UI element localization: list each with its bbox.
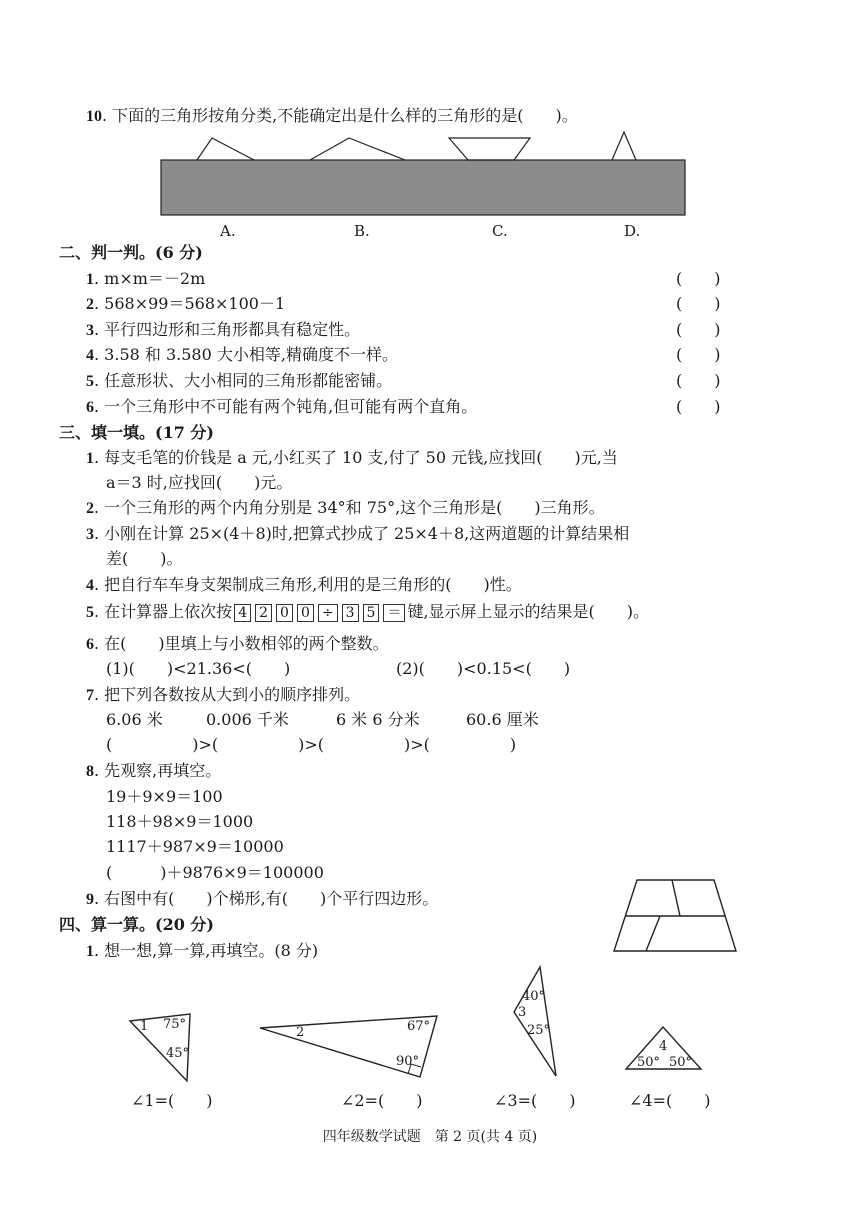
s3-q5: 5. 在计算器上依次按 4 2 0 0 ÷ 3 5 ＝ 键,显示屏上显示的结果是( )。 (86, 602, 650, 621)
section-2-title: 二、判一判。(6 分) (59, 243, 203, 262)
calc-key-0a: 0 (276, 604, 293, 622)
s2-paren-5[interactable]: ( ) (676, 371, 721, 390)
tri4-angle-50b: 50° (669, 1055, 693, 1070)
tri2-angle-90: 90° (396, 1054, 420, 1069)
s3-q6: 6. 在( )里填上与小数相邻的两个整数。 (86, 634, 389, 653)
s3-q8-line-3: 1117＋987×9＝10000 (106, 837, 284, 856)
s3-q8-line-1: 19＋9×9＝100 (106, 787, 223, 806)
q10-option-a: A. (220, 222, 236, 240)
section-3-title: 三、填一填。(17 分) (59, 423, 214, 442)
calc-key-2: 2 (255, 604, 272, 622)
calc-key-divide: ÷ (318, 604, 338, 622)
tri1-angle-1: 1 (140, 1019, 149, 1034)
s3-q3-line2: 差( )。 (106, 549, 183, 568)
tri2-answer: ∠2=( ) (341, 1091, 423, 1110)
s3-q9: 9. 右图中有( )个梯形,有( )个平行四边形。 (86, 889, 439, 908)
s2-item-5: 5. 任意形状、大小相同的三角形都能密铺。 (86, 371, 393, 390)
tri4-angle-4: 4 (659, 1039, 668, 1054)
s3-q3-line1: 3. 小刚在计算 25×(4＋8)时,把算式抄成了 25×4＋8,这两道题的计算结果相 (86, 524, 630, 543)
section-4-title: 四、算一算。(20 分) (59, 915, 214, 934)
s2-item-6: 6. 一个三角形中不可能有两个钝角,但可能有两个直角。 (86, 397, 478, 416)
q10-prompt: . 下面的三角形按角分类,不能确定出是什么样的三角形的是( )。 (102, 106, 578, 125)
calc-key-0b: 0 (297, 604, 314, 622)
s3-q1-line1: 1. 每支毛笔的价钱是 a 元,小红买了 10 支,付了 50 元钱,应找回( )元,当 (86, 448, 618, 467)
s3-q7-value-3: 6 米 6 分米 (336, 710, 420, 729)
tri2-angle-2: 2 (296, 1025, 305, 1040)
s3-q6-sub1: (1)( )<21.36<( ) (106, 659, 291, 678)
s3-q8: 8. 先观察,再填空。 (86, 761, 222, 780)
s3-q2: 2. 一个三角形的两个内角分别是 34°和 75°,这个三角形是( )三角形。 (86, 498, 605, 517)
q10-option-d: D. (624, 222, 641, 240)
s3-q4: 4. 把自行车车身支架制成三角形,利用的是三角形的( )性。 (86, 575, 522, 594)
s3-q7-value-1: 6.06 米 (106, 710, 163, 729)
s3-q7-order: ( )>( )>( )>( ) (106, 735, 517, 754)
s2-paren-3[interactable]: ( ) (676, 320, 721, 339)
s4-q1: 1. 想一想,算一算,再填空。(8 分) (86, 941, 319, 960)
s2-item-2: 2. 568×99＝568×100－1 (86, 294, 286, 313)
s2-paren-6[interactable]: ( ) (676, 397, 721, 416)
calc-key-5: 5 (363, 604, 380, 622)
s3-q7-value-4: 60.6 厘米 (466, 710, 539, 729)
s3-q6-sub2: (2)( )<0.15<( ) (396, 659, 571, 678)
s2-item-1: 1. m×m＝－2m (86, 269, 206, 288)
s3-q1-line2: a＝3 时,应找回( )元。 (106, 473, 293, 492)
q10-option-c: C. (492, 222, 508, 240)
tri1-angle-75: 75° (163, 1017, 187, 1032)
s2-paren-2[interactable]: ( ) (676, 294, 721, 313)
q10-option-b: B. (354, 222, 370, 240)
tri3-angle-40: 40° (522, 989, 546, 1004)
s2-paren-1[interactable]: ( ) (676, 269, 721, 288)
s3-q8-line-2: 118＋98×9＝1000 (106, 812, 254, 831)
s2-item-4: 4. 3.58 和 3.580 大小相等,精确度不一样。 (86, 345, 398, 364)
tri4-answer: ∠4=( ) (629, 1091, 711, 1110)
q10-number: 10 (86, 108, 102, 125)
page-footer: 四年级数学试题 第 2 页(共 4 页) (322, 1129, 538, 1145)
tri1-angle-45: 45° (166, 1046, 190, 1061)
calc-key-equals: ＝ (383, 604, 405, 622)
tri4-angle-50a: 50° (637, 1055, 661, 1070)
s3-q8-line-4: ( )＋9876×9＝100000 (106, 863, 324, 882)
s3-q7-value-2: 0.006 千米 (206, 710, 289, 729)
s2-paren-4[interactable]: ( ) (676, 345, 721, 364)
tri1-answer: ∠1=( ) (131, 1091, 213, 1110)
calc-key-4: 4 (234, 604, 251, 622)
s3-q7: 7. 把下列各数按从大到小的顺序排列。 (86, 685, 361, 704)
tri3-angle-25: 25° (527, 1023, 551, 1038)
calc-key-3: 3 (342, 604, 359, 622)
tri3-answer: ∠3=( ) (494, 1091, 576, 1110)
tri2-angle-67: 67° (407, 1019, 431, 1034)
s2-item-3: 3. 平行四边形和三角形都具有稳定性。 (86, 320, 361, 339)
tri3-angle-3: 3 (518, 1005, 527, 1020)
